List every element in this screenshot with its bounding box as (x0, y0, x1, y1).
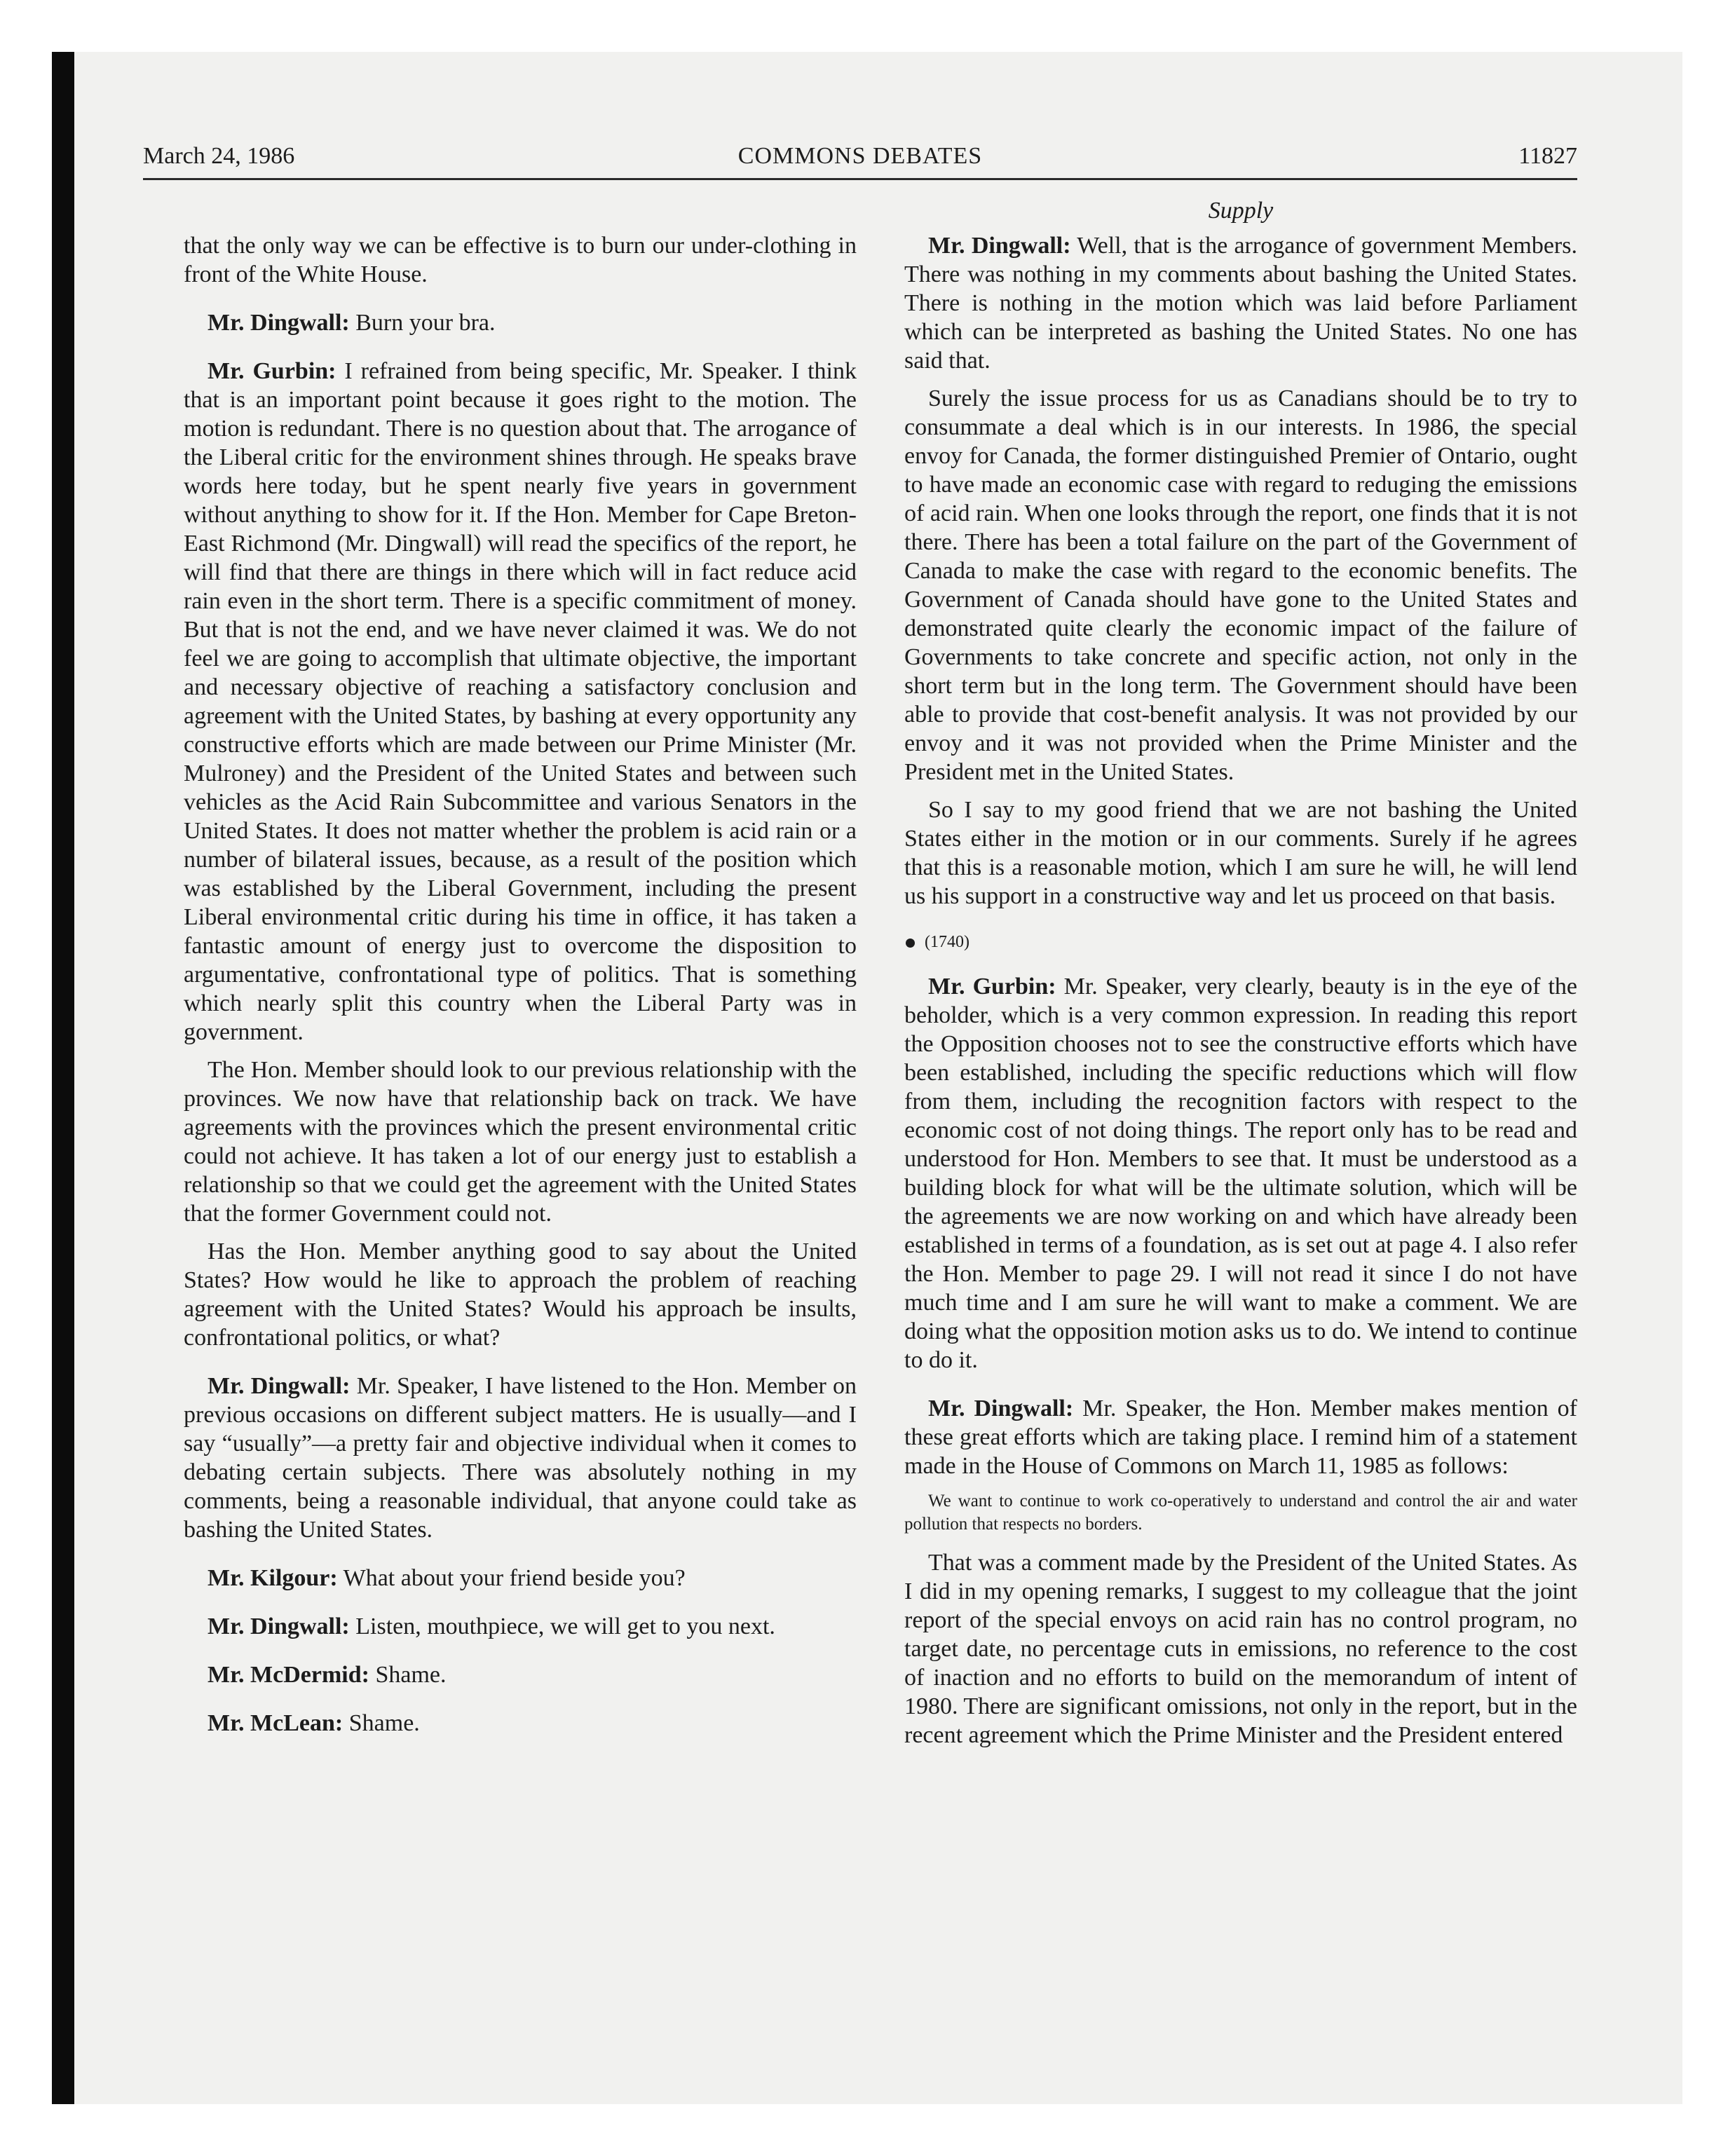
speech-paragraph (184, 1564, 857, 1592)
speech-paragraph (184, 1709, 857, 1738)
block-quote: We want to continue to work co-operatively to understand and control the air and water pollution that respects no borders. (904, 1492, 1577, 1534)
speaker-name: Mr. Gurbin: (207, 358, 336, 384)
speech-text: Well, that is the arrogance of government Members. There was nothing in my comments about bashing the United States. There is nothing in the motion which was laid before Parliament which can be interpreted as bashing the United States. No one has said that. (904, 233, 1577, 374)
speaker-name: Mr. McLean: (207, 1710, 343, 1736)
speech-text: I refrained from being specific, Mr. Speaker. I think that is an important point because it goes right to the motion. The motion is redundant. There is no question about that. The arrogance of the Liberal critic for the environment shines through. He speaks brave words here today, but he spent nearly five years in government without anything to show for it. If the Hon. Member for Cape Breton-East Richmond (Mr. Dingwall) will read the specifics of the report, he will find that there are things in there which will in fact reduce acid rain even in the short term. There is a specific commitment of money. But that is not the end, and we have never claimed it was. We do not feel we are going to accomplish that ultimate objective, the important and necessary objective of reaching a satisfactory conclusion and agreement with the United States, by bashing at every opportunity any constructive efforts which are made between our Prime Minister (Mr. Mulroney) and the President of the United States and between such vehicles as the Acid Rain Subcommittee and various Senators in the United States. It does not matter whether the problem is acid rain or a number of bilateral issues, because, as a result of the position which was established by the Liberal Government, including the present Liberal environmental critic during his time in office, it has taken a fantastic amount of energy just to overcome the disposition to argumentative, confrontational type of politics. That is something which nearly split this country when the Liberal Party was in government. (184, 358, 857, 1045)
speaker-name: Mr. Dingwall: (928, 1396, 1074, 1421)
speech-text: Listen, mouthpiece, we will get to you next. (355, 1613, 775, 1639)
speaker-name: Mr. Dingwall: (928, 233, 1071, 259)
speech-paragraph (904, 231, 1577, 375)
header-date: March 24, 1986 (143, 143, 295, 169)
speaker-name: Mr. Dingwall: (207, 1613, 350, 1639)
speech-paragraph (184, 357, 857, 1046)
speech-paragraph (904, 1394, 1577, 1480)
paragraph: Has the Hon. Member anything good to say about the United States? How would he like to approach the problem of reaching agreement with the United States? Would his approach be insults, confrontational politics, or what? (184, 1239, 857, 1351)
speech-text: Mr. Speaker, I have listened to the Hon. Member on previous occasions on different subject matters. He is usually—and I say “usually”—a pretty fair and objective individual when it comes to debating certain subjects. There was absolutely nothing in my comments, being a reasonable individual, that anyone could take as bashing the United States. (184, 1373, 857, 1543)
paragraph: that the only way we can be effective is to burn our under-clothing in front of the White House. (184, 233, 857, 287)
speech-paragraph (184, 1372, 857, 1544)
speaker-name: Mr. Gurbin: (928, 974, 1056, 999)
speaker-name: Mr. McDermid: (207, 1662, 369, 1688)
speech-paragraph (184, 1612, 857, 1641)
speaker-name: Mr. Dingwall: (207, 1373, 351, 1399)
left-column (184, 231, 857, 1747)
bullet-icon (906, 939, 915, 948)
paragraph: That was a comment made by the President of the United States. As I did in my opening remarks, I suggest to my colleague that the joint report of the special envoys on acid rain has no control program, no target date, no percentage cuts in emissions, no reference to the cost of inaction and no efforts to build on the memorandum of intent of 1980. There are significant omissions, not only in the report, but in the recent agreement which the Prime Minister and the President entered (904, 1550, 1577, 1748)
speaker-name: Mr. Kilgour: (207, 1565, 338, 1591)
binding-edge (52, 52, 74, 2104)
time-marker (904, 932, 1577, 953)
speech-text: Mr. Speaker, the Hon. Member makes mention of these great efforts which are taking place. I remind him of a statement made in the House of Commons on March 11, 1985 as follows: (904, 1396, 1577, 1479)
speech-text: Burn your bra. (355, 310, 496, 336)
speech-text: What about your friend beside you? (343, 1565, 686, 1591)
header-title: COMMONS DEBATES (737, 143, 983, 169)
running-header (143, 140, 1577, 180)
section-heading: Supply (1208, 198, 1274, 224)
speech-text: Mr. Speaker, very clearly, beauty is in the eye of the beholder, which is a very common expression. In reading this report the Opposition chooses not to see the constructive efforts which have been established, including the specific reductions which will flow from them, including the recognition factors with respect to the economic cost of not doing things. The report only has to be read and understood for Hon. Members to see that. It must be understood as a building block for what will be the ultimate solution, which will be the agreements we are now working on and which have already been established in terms of a foundation, as is set out at page 4. I also refer the Hon. Member to page 29. I will not read it since I do not have much time and I am sure he will want to make a comment. We are doing what the opposition motion asks us to do. We intend to continue to do it. (904, 974, 1578, 1373)
speech-paragraph (904, 972, 1577, 1374)
header-page-number: 11827 (1518, 143, 1577, 169)
paragraph: So I say to my good friend that we are not bashing the United States either in the motion or in our comments. Surely if he agrees that this is a reasonable motion, which I am sure he will, he will lend us his support in a constructive way and let us proceed on that basis. (904, 797, 1577, 909)
speech-paragraph (184, 308, 857, 337)
speaker-name: Mr. Dingwall: (207, 310, 350, 336)
speech-paragraph (184, 1660, 857, 1689)
speech-text: Shame. (348, 1710, 420, 1736)
speech-text: Shame. (375, 1662, 447, 1688)
paragraph: The Hon. Member should look to our previous relationship with the provinces. We now have that relationship back on track. We have agreements with the provinces which the present environmental critic could not achieve. It has taken a lot of our energy just to establish a relationship so that we could get the agreement with the United States that the former Government could not. (184, 1057, 857, 1227)
paragraph: Surely the issue process for us as Canadians should be to try to consummate a deal which is in our interests. In 1986, the special envoy for Canada, the former distinguished Premier of Ontario, ought to have made an economic case with regard to reduging the emissions of acid rain. When one looks through the report, one finds that it is not there. There has been a total failure on the part of the Government of Canada to make the case with regard to the economic benefits. The Government of Canada should have gone to the United States and demonstrated quite clearly the economic impact of the failure of Governments to take concrete and specific action, not only in the short term but in the long term. The Government should have been able to provide that cost-benefit analysis. It was not provided by our envoy and it was not provided when the Prime Minister and the President met in the United States. (904, 386, 1577, 785)
right-column (904, 231, 1577, 1759)
time-marker-text: (1740) (925, 933, 969, 951)
